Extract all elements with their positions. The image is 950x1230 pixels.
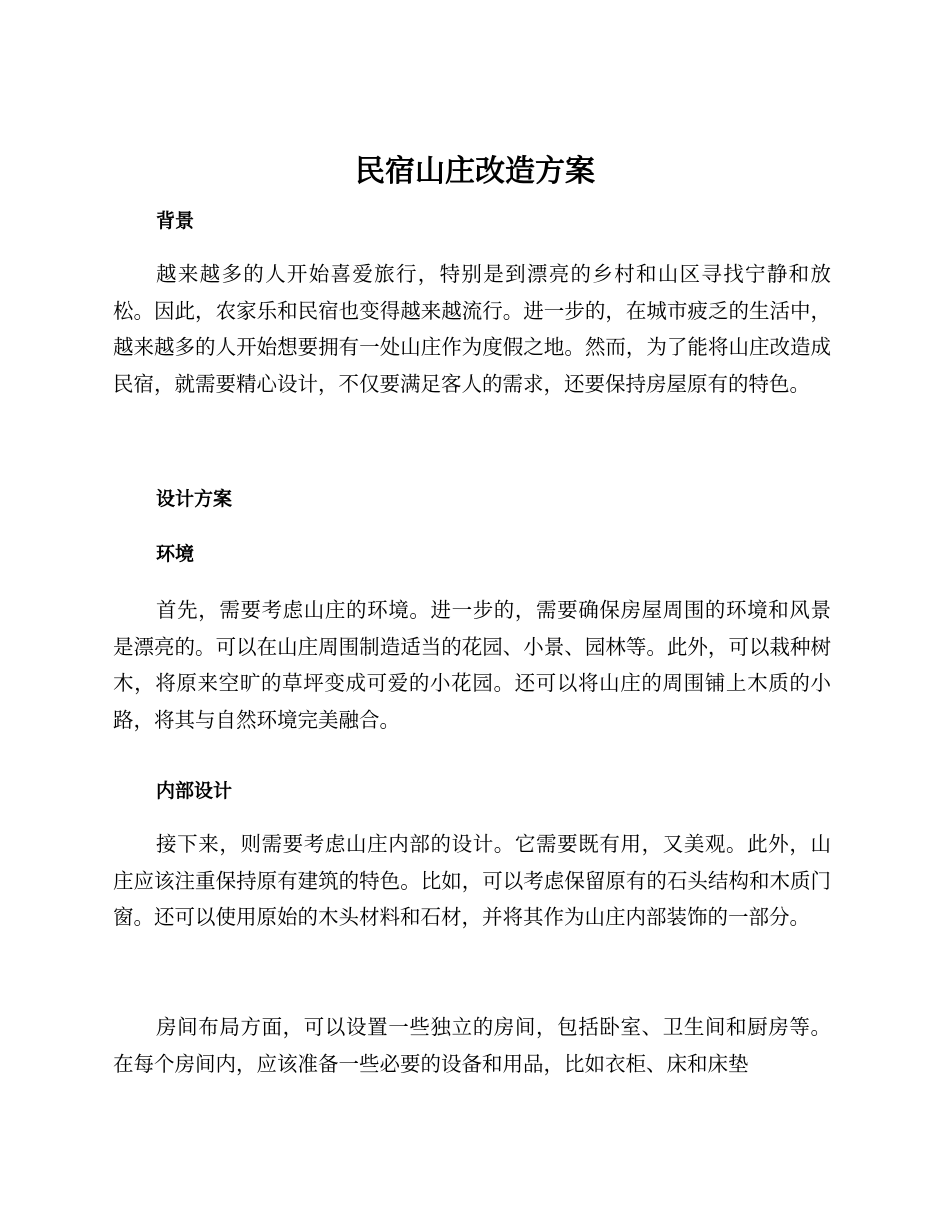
section-heading-background: 背景 [156,210,195,232]
paragraph-room-layout: 房间布局方面，可以设置一些独立的房间，包括卧室、卫生间和厨房等。在每个房间内，应该准备一些必要的设备和用品，比如衣柜、床和床垫 [113,1015,831,1076]
paragraph-interior: 接下来，则需要考虑山庄内部的设计。它需要既有用，又美观。此外，山庄应该注重保持原有建筑的特色。比如，可以考虑保留原有的石头结构和木质门窗。还可以使用原始的木头材料和石材，并将其作为山庄内部装饰的一部分。 [113,832,831,929]
section-heading-design: 设计方案 [156,488,233,510]
paragraph-environment: 首先，需要考虑山庄的环境。进一步的，需要确保房屋周围的环境和风景是漂亮的。可以在山庄周围制造适当的花园、小景、园林等。此外，可以栽种树木，将原来空旷的草坪变成可爱的小花园。还可以将山庄的周围铺上木质的小路，将其与自然环境完美融合。 [113,598,831,732]
section-heading-interior: 内部设计 [156,780,233,802]
document-title: 民宿山庄改造方案 [355,154,595,189]
paragraph-background: 越来越多的人开始喜爱旅行，特别是到漂亮的乡村和山区寻找宁静和放松。因此，农家乐和民宿也变得越来越流行。进一步的，在城市疲乏的生活中，越来越多的人开始想要拥有一处山庄作为度假之地。然而，为了能将山庄改造成民宿，就需要精心设计，不仅要满足客人的需求，还要保持房屋原有的特色。 [113,262,831,396]
section-heading-environment: 环境 [156,543,195,565]
